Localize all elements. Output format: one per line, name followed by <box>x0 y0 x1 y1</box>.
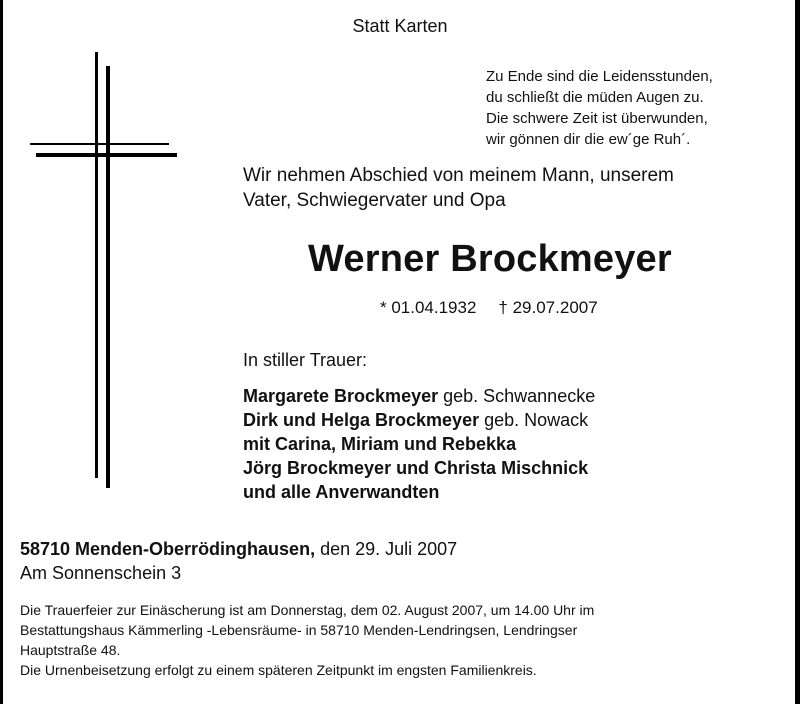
mourner-entry <box>243 432 595 456</box>
mourners-list <box>243 384 595 504</box>
mourner-entry <box>243 456 595 480</box>
deceased-name: Werner Brockmeyer <box>308 238 672 280</box>
right-border <box>795 0 800 704</box>
poem-line: Die schwere Zeit ist überwunden, <box>486 110 708 127</box>
death-date: † 29.07.2007 <box>498 298 598 317</box>
ceremony-info <box>20 600 780 680</box>
mourner-name: Dirk und Helga Brockmeyer <box>243 410 480 430</box>
intro-line: Vater, Schwiegervater und Opa <box>243 190 506 211</box>
birth-date: * 01.04.1932 <box>380 298 477 317</box>
mourner-name: Margarete Brockmeyer <box>243 386 439 406</box>
footer-line: Die Trauerfeier zur Einäscherung ist am Donnerstag, dem 02. August 2007, um 14.00 Uhr im <box>20 602 595 618</box>
left-border <box>0 0 3 704</box>
mourner-name: Jörg Brockmeyer und Christa Mischnick <box>243 458 589 478</box>
poem-line: Zu Ende sind die Leidensstunden, <box>486 68 713 85</box>
mourning-heading: In stiller Trauer: <box>243 350 368 370</box>
mourner-entry <box>243 384 595 408</box>
mourner-note: geb. Nowack <box>479 410 589 430</box>
poem-line: du schließt die müden Augen zu. <box>486 89 704 106</box>
mourner-entry <box>243 480 595 504</box>
intro-text <box>243 163 674 213</box>
city-date-line <box>20 537 457 561</box>
intro-line: Wir nehmen Abschied von meinem Mann, unserem <box>243 165 674 186</box>
mourner-name: und alle Anverwandten <box>243 482 440 502</box>
footer-line: Hauptstraße 48. <box>20 642 121 658</box>
mourner-name: mit Carina, Miriam und Rebekka <box>243 434 517 454</box>
notice-date: den 29. Juli 2007 <box>315 539 458 559</box>
footer-line: Bestattungshaus Kämmerling -Lebensräume- in 58710 Menden-Lendringsen, Lendringser <box>20 622 578 638</box>
place-and-date <box>20 537 457 585</box>
poem <box>486 66 713 150</box>
mourner-entry <box>243 408 595 432</box>
life-dates <box>380 298 598 318</box>
footer-line: Die Urnenbeisetzung erfolgt zu einem späteren Zeitpunkt im engsten Familienkreis. <box>20 662 537 678</box>
header-text: Statt Karten <box>352 16 448 36</box>
street-address: Am Sonnenschein 3 <box>20 563 182 583</box>
city: 58710 Menden-Oberrödinghausen, <box>20 539 316 559</box>
mourner-note: geb. Schwannecke <box>438 386 596 406</box>
poem-line: wir gönnen dir die ew´ge Ruh´. <box>486 131 691 148</box>
